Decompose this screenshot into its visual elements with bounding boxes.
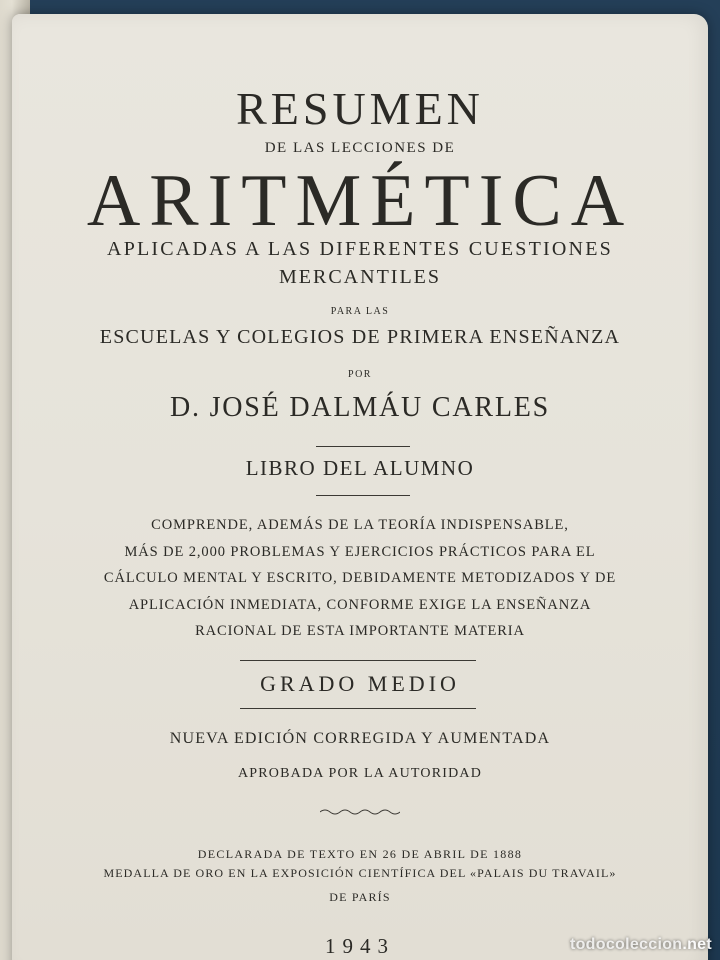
watermark-logo — [570, 936, 712, 954]
audience-line: ESCUELAS Y COLEGIOS DE PRIMERA ENSEÑANZA — [99, 326, 621, 348]
approval-line: APROBADA POR LA AUTORIDAD — [237, 766, 483, 781]
watermark-text: todocoleccion — [569, 936, 683, 953]
description-line: COMPRENDE, ADEMÁS DE LA TEORÍA INDISPENSABLE, — [151, 517, 569, 533]
description-line: MÁS DE 2,000 PROBLEMAS Y EJERCICIOS PRÁCTICOS PARA EL — [124, 543, 596, 560]
heading-resumen: RESUMEN — [236, 83, 484, 134]
subtitle-line-2: MERCANTILES — [279, 266, 441, 288]
divider-rule — [316, 495, 410, 496]
description-line: RACIONAL DE ESTA IMPORTANTE MATERIA — [195, 623, 525, 639]
publication-year: 1943 — [325, 934, 395, 958]
grado-medio: GRADO MEDIO — [260, 671, 460, 696]
para-las-label: PARA LAS — [330, 306, 390, 317]
divider-rule — [240, 708, 476, 709]
por-label: POR — [348, 369, 372, 380]
divider-rule — [240, 660, 476, 661]
divider-rule — [316, 446, 410, 447]
description-block — [0, 512, 720, 645]
ornament-divider — [320, 808, 400, 816]
medal-line: MEDALLA DE ORO EN LA EXPOSICIÓN CIENTÍFICA DEL «PALAIS DU TRAVAIL» — [103, 866, 617, 880]
main-title: ARITMÉTICA — [86, 160, 634, 242]
author-name: D. JOSÉ DALMÁU CARLES — [169, 392, 551, 423]
declaration-line: DECLARADA DE TEXTO EN 26 DE ABRIL DE 1888 — [197, 847, 523, 861]
subtitle-line-1: APLICADAS A LAS DIFERENTES CUESTIONES — [107, 238, 613, 260]
description-line: APLICACIÓN INMEDIATA, CONFORME EXIGE LA ENSEÑANZA — [128, 596, 592, 613]
de-paris-line: DE PARÍS — [329, 890, 391, 904]
description-line: CÁLCULO MENTAL Y ESCRITO, DEBIDAMENTE METODIZADOS Y DE — [103, 570, 617, 586]
subheading-lecciones: DE LAS LECCIONES DE — [264, 140, 456, 156]
watermark-suffix: .net — [682, 936, 712, 953]
edition-line: NUEVA EDICIÓN CORREGIDA Y AUMENTADA — [169, 730, 551, 747]
libro-del-alumno: LIBRO DEL ALUMNO — [245, 456, 475, 480]
